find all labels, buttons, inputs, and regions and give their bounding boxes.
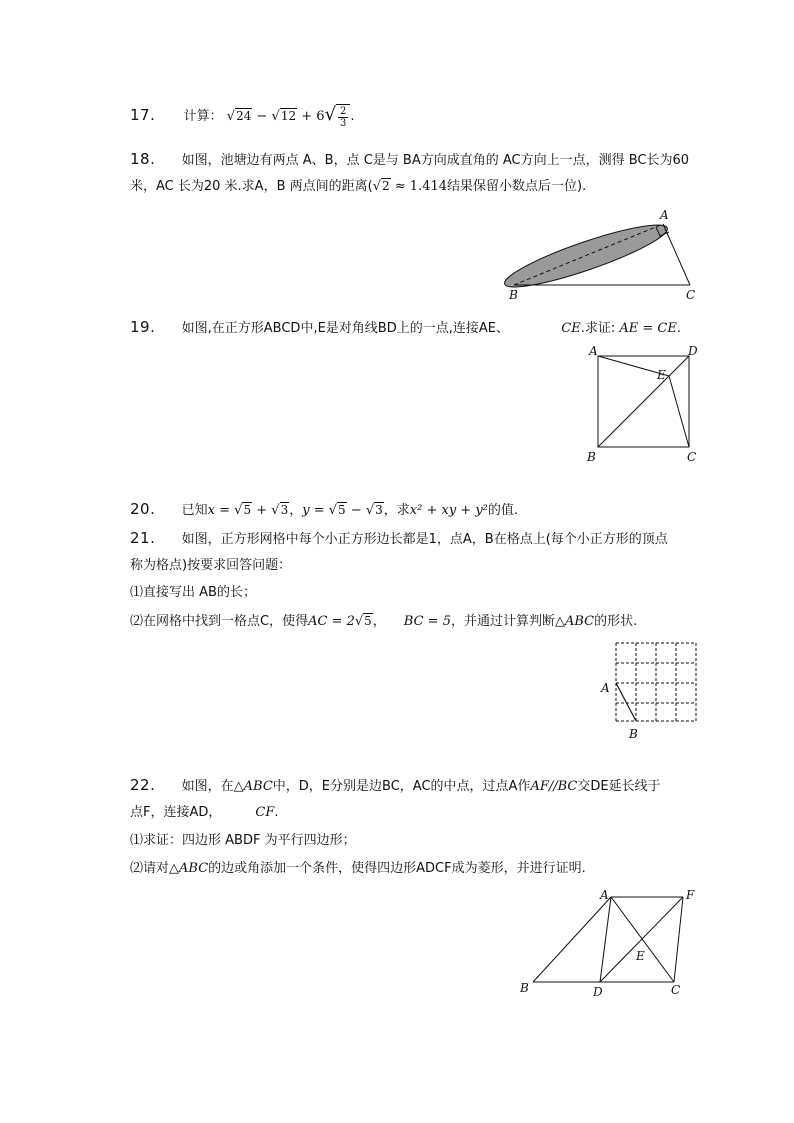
radicand: 2 — [382, 179, 390, 193]
radicand: 12 — [280, 109, 297, 123]
question-text: 称为格点)按要求回答问题： — [130, 558, 292, 573]
question-19 — [130, 318, 681, 338]
math-ac: AC = 2 — [308, 614, 355, 629]
operator: − — [346, 503, 366, 518]
math-cf: CF — [255, 805, 275, 820]
question-number: 18. — [130, 150, 156, 168]
approx-value: ≈ 1.414 — [390, 179, 448, 194]
question-20 — [130, 500, 518, 520]
figure-square — [583, 342, 708, 467]
label-e: E — [636, 949, 645, 963]
question-text: 米，AC 长为20 米.求A，B 两点间的距离( — [130, 179, 373, 194]
label-b: B — [520, 981, 529, 995]
question-text: ⑵请对 — [130, 861, 170, 876]
radicand: 5 — [243, 503, 252, 517]
sqrt-sign: √ — [372, 179, 381, 194]
question-21-line2 — [130, 557, 291, 575]
question-number: 22. — [130, 776, 156, 794]
question-text: ，并通过计算判断 — [450, 614, 555, 629]
diagonal-bd — [598, 356, 689, 447]
question-21-part1 — [130, 584, 256, 602]
question-text: ⑴直接写出 AB的长； — [130, 585, 256, 600]
fraction — [338, 106, 348, 129]
question-text: 交DE延长线于 — [577, 779, 661, 794]
math-y: y = — [302, 503, 329, 518]
question-text: 如图，在 — [181, 779, 234, 794]
question-22-line2 — [130, 804, 279, 822]
label-c: C — [671, 983, 681, 997]
radicand: 5 — [338, 503, 346, 517]
segment-ab — [533, 897, 611, 982]
math-triangle: △ABC — [554, 614, 595, 629]
radicand: 5 — [364, 614, 372, 628]
figure-pond — [500, 205, 710, 305]
math-ce: CE — [561, 321, 581, 336]
sqrt-sign: √ — [234, 503, 243, 518]
label-b: B — [509, 288, 518, 302]
segment-fc — [674, 897, 683, 982]
radicand: 3 — [280, 503, 289, 517]
question-text: 的值. — [487, 503, 519, 518]
radicand: 3 — [375, 503, 383, 517]
figure-parallelogram — [514, 884, 704, 999]
question-text: ⑵在网格中找到一格点C，使得 — [130, 614, 309, 629]
question-text: 结果保留小数点后一位). — [447, 179, 587, 194]
label-a: A — [600, 888, 609, 902]
question-number: 20. — [130, 500, 156, 518]
math-bc: BC = 5 — [403, 614, 451, 629]
period: . — [676, 321, 681, 336]
question-text: .求证: — [580, 321, 620, 336]
question-text: 点F，连接AD， — [130, 805, 222, 820]
question-text: 的边或角添加一个条件，使得四边形ADCF成为菱形，并进行证明. — [208, 861, 586, 876]
sqrt-sign: √ — [226, 109, 236, 124]
question-text: 如图，正方形网格中每个小正方形边长都是1，点A，B在格点上(每个小正方形的顶点 — [181, 532, 668, 547]
label-c: C — [686, 288, 696, 302]
segment-ac — [611, 897, 674, 982]
operator: + 6 — [297, 109, 325, 124]
label-a: A — [660, 208, 669, 222]
question-text: 计算： — [183, 109, 223, 124]
segment-ab — [616, 683, 636, 721]
question-text: ⑴求证：四边形 ABDF 为平行四边形； — [130, 833, 356, 848]
label-e: E — [657, 368, 666, 382]
question-text: ，求 — [383, 503, 410, 518]
period: . — [350, 109, 355, 124]
sqrt-sign: √ — [271, 109, 280, 124]
math-expression: x² + xy + y² — [409, 503, 488, 518]
radicand: 24 — [236, 109, 252, 123]
label-a: A — [589, 344, 598, 358]
math-triangle: △ABC — [233, 779, 273, 794]
question-text: 如图,在正方形ABCD中,E是对角线BD上的一点,连接AE、 — [181, 321, 509, 336]
fraction-denominator: 3 — [340, 118, 347, 129]
label-c: C — [687, 450, 697, 464]
figure-grid — [596, 640, 706, 745]
math-parallel: AF//BC — [530, 779, 578, 794]
question-21-line1 — [130, 529, 668, 549]
segment-ce — [669, 376, 689, 447]
question-number: 21. — [130, 529, 156, 547]
fraction-numerator: 2 — [340, 106, 347, 117]
question-22-line1 — [130, 776, 661, 796]
math-triangle: △ABC — [169, 861, 209, 876]
sqrt-sign: √ — [354, 614, 364, 629]
operator: + — [252, 503, 272, 518]
sqrt-sign: √ — [324, 104, 337, 125]
question-number: 17. — [130, 106, 156, 124]
question-22-part1 — [130, 832, 356, 850]
question-text: 中，D，E分别是边BC，AC的中点，过点A作 — [272, 779, 531, 794]
operator: − — [252, 109, 272, 124]
radicand-fraction — [336, 104, 350, 129]
question-22-part2 — [130, 860, 586, 878]
question-21-part2 — [130, 613, 637, 631]
sqrt-sign: √ — [271, 503, 280, 518]
question-text: 如图，池塘边有两点 A、B，点 C是与 BA方向成直角的 AC方向上一点，测得 BC长为60 — [181, 153, 690, 168]
math-x: x = — [207, 503, 235, 518]
question-17 — [130, 104, 355, 129]
line-ab — [514, 224, 663, 285]
sqrt-sign: √ — [365, 503, 375, 518]
segment-df — [600, 897, 683, 982]
sqrt-sign: √ — [328, 503, 338, 518]
segment-ad — [600, 897, 611, 982]
question-18-line1 — [130, 150, 689, 170]
label-d: D — [688, 344, 698, 358]
question-number: 19. — [130, 318, 156, 336]
comma: ， — [289, 503, 303, 518]
label-b: B — [587, 450, 596, 464]
label-d: D — [593, 985, 603, 999]
label-a: A — [601, 681, 610, 695]
math-equation: AE = CE — [619, 321, 677, 336]
period: . — [274, 805, 279, 820]
comma: ， — [372, 614, 386, 629]
dashed-grid — [616, 643, 696, 721]
label-f: F — [686, 888, 695, 902]
question-text: 的形状. — [594, 614, 638, 629]
question-18-line2 — [130, 178, 586, 196]
label-b: B — [629, 727, 638, 741]
question-text: 已知 — [181, 503, 208, 518]
